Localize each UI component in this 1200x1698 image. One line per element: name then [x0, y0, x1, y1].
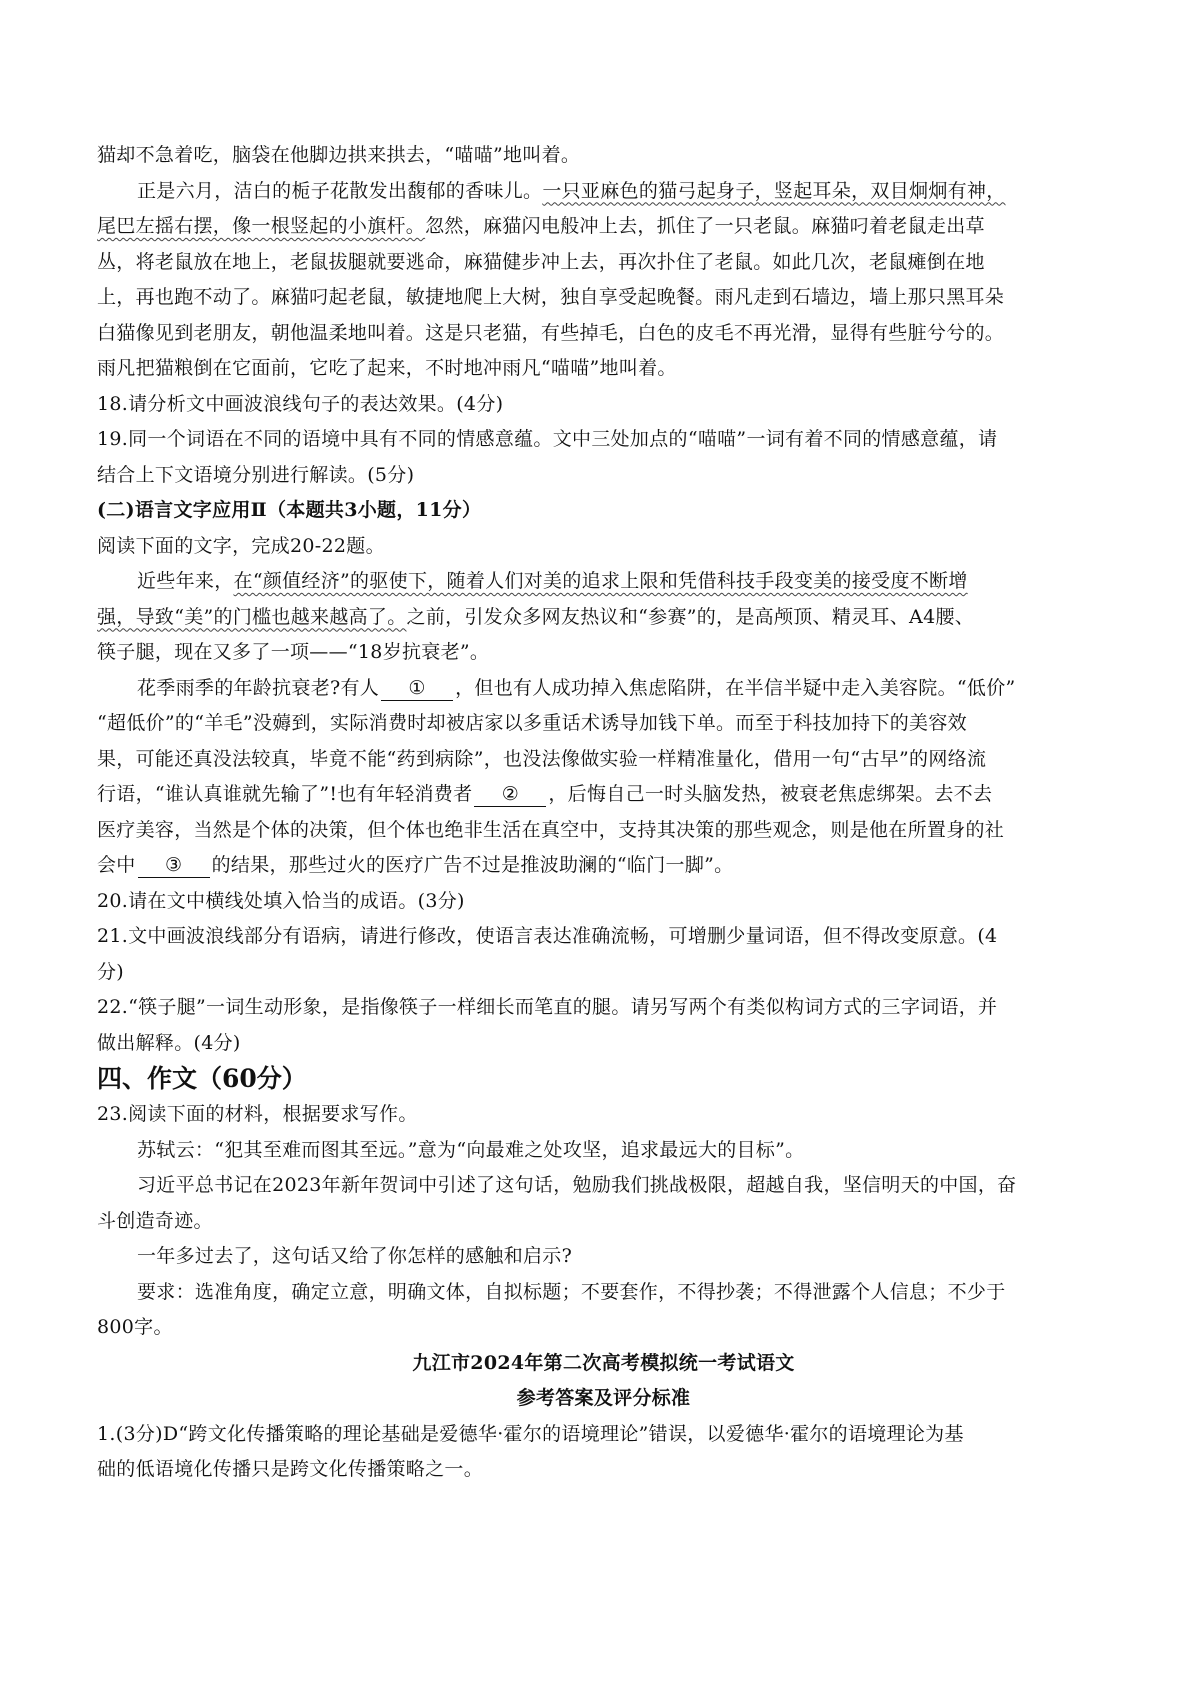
wavy-underlined-sentence: 强，导致“美”的门槛也越来越高了。	[97, 605, 407, 628]
answer-1-cont: 础的低语境化传播只是跨文化传播策略之一。	[97, 1458, 484, 1480]
question-20: 20.请在文中横线处填入恰当的成语。(3分)	[97, 889, 465, 912]
passage-text: 的结果，那些过火的医疗广告不过是推波助澜的“临门一脚”。	[211, 854, 734, 876]
story-line: 上，再也跑不动了。麻猫叼起老鼠，敏捷地爬上大树，独自享受起晚餐。雨凡走到石墙边，墙上那只黑耳朵	[97, 286, 1005, 308]
answers-title: 九江市2024年第二次高考模拟统一考试语文	[412, 1351, 795, 1374]
story-line: 丛，将老鼠放在地上，老鼠拔腿就要逃命，麻猫健步冲上去，再次扑住了老鼠。如此几次，老鼠瘫倒在地	[97, 250, 985, 273]
question-19: 19.同一个词语在不同的语境中具有不同的情感意蕴。文中三处加点的“喵喵”一词有着不同的情感意蕴，请	[97, 428, 998, 450]
material-line: 一年多过去了，这句话又给了你怎样的感触和启示?	[137, 1245, 573, 1267]
answer-1: 1.(3分)D“跨文化传播策略的理论基础是爱德华·霍尔的语境理论”错误，以爱德华·霍尔的语境理论为基	[97, 1422, 964, 1445]
wavy-underlined-sentence: 尾巴左摇右摆，像一根竖起的小旗杆。	[97, 215, 426, 237]
question-21: 21.文中画波浪线部分有语病，请进行修改，使语言表达准确流畅，可增删少量词语，但不得改变原意。(4	[97, 925, 998, 947]
passage-line	[97, 777, 1110, 813]
passage-line	[97, 564, 1110, 600]
passage-line	[97, 848, 1110, 884]
passage-text: 花季雨季的年龄抗衰老?有人	[137, 676, 380, 699]
question-23: 23.阅读下面的材料，根据要求写作。	[97, 1103, 418, 1125]
story-line	[97, 209, 1110, 245]
section-intro: 阅读下面的文字，完成20-22题。	[97, 534, 385, 557]
passage-text: 之前，引发众多网友热议和“参赛”的，是高颅顶、精灵耳、A4腰、	[406, 605, 975, 628]
passage-line: “超低价”的“羊毛”没薅到，实际消费时却被店家以多重话术诱导加钱下单。而至于科技加持下的美容效	[97, 712, 967, 734]
story-line: 猫却不急着吃，脑袋在他脚边拱来拱去，“喵喵”地叫着。	[97, 144, 581, 166]
passage-text: 近些年来，	[137, 570, 234, 592]
question-22-cont: 做出解释。(4分)	[97, 1031, 241, 1054]
passage-line: 医疗美容，当然是个体的决策，但个体也绝非生活在真空中，支持其决策的那些观念，则是他在所置身的社	[97, 818, 1005, 841]
fill-blank-3[interactable]: ③	[138, 853, 210, 878]
material-line: 苏轼云：“犯其至难而图其至远。”意为“向最难之处攻坚，追求最远大的目标”。	[137, 1138, 805, 1161]
requirements-line: 800字。	[97, 1316, 173, 1338]
question-22: 22.“筷子腿”一词生动形象，是指像筷子一样细长而笔直的腿。请另写两个有类似构词方式的三字词语，并	[97, 996, 998, 1018]
story-text: 忽然，麻猫闪电般冲上去，抓住了一只老鼠。麻猫叼着老鼠走出草	[425, 215, 985, 237]
wavy-underlined-sentence: 在“颜值经济”的驱使下，随着人们对美的追求上限和凭借科技手段变美的接受度不断增	[233, 570, 968, 592]
passage-text: 行语，“谁认真谁就先输了”!也有年轻消费者	[97, 783, 473, 805]
passage-line: 果，可能还真没法较真，毕竟不能“药到病除”，也没法像做实验一样精准量化，借用一句“古早”的网络流	[97, 747, 987, 770]
question-21-cont: 分)	[97, 960, 125, 983]
passage-line: 筷子腿，现在又多了一项——“18岁抗衰老”。	[97, 641, 490, 663]
story-text: 正是六月，洁白的栀子花散发出馥郁的香味儿。	[137, 179, 543, 202]
passage-text: 会中	[97, 854, 136, 876]
fill-blank-1[interactable]: ①	[381, 676, 453, 701]
question-19-cont: 结合上下文语境分别进行解读。(5分)	[97, 463, 415, 486]
material-line: 斗创造奇迹。	[97, 1209, 213, 1232]
passage-text: ，后悔自己一时头脑发热，被衰老焦虑绑架。去不去	[548, 783, 993, 805]
answers-subtitle: 参考答案及评分标准	[516, 1387, 691, 1409]
story-line: 白猫像见到老朋友，朝他温柔地叫着。这是只老猫，有些掉毛，白色的皮毛不再光滑，显得有些脏兮兮的。	[97, 321, 1005, 344]
passage-line	[97, 600, 1110, 636]
material-line: 习近平总书记在2023年新年贺词中引述了这句话，勉励我们挑战极限，超越自我，坚信明天的中国，奋	[137, 1174, 1017, 1196]
passage-text: ，但也有人成功掉入焦虑陷阱，在半信半疑中走入美容院。“低价”	[455, 676, 1016, 699]
section-heading: (二)语言文字应用Ⅱ（本题共3小题，11分）	[97, 499, 482, 521]
requirements-line: 要求：选准角度，确定立意，明确文体，自拟标题；不要套作，不得抄袭；不得泄露个人信息；不少于	[137, 1280, 1006, 1303]
story-line: 雨凡把猫粮倒在它面前，它吃了起来，不时地冲雨凡“喵喵”地叫着。	[97, 357, 677, 379]
story-line	[97, 174, 1110, 210]
question-18: 18.请分析文中画波浪线句子的表达效果。(4分)	[97, 392, 504, 415]
fill-blank-2[interactable]: ②	[474, 782, 546, 807]
passage-line	[97, 671, 1110, 707]
wavy-underlined-sentence: 一只亚麻色的猫弓起身子，竖起耳朵，双目炯炯有神，	[542, 179, 1006, 202]
essay-heading: 四、作文（60分）	[97, 1064, 307, 1093]
